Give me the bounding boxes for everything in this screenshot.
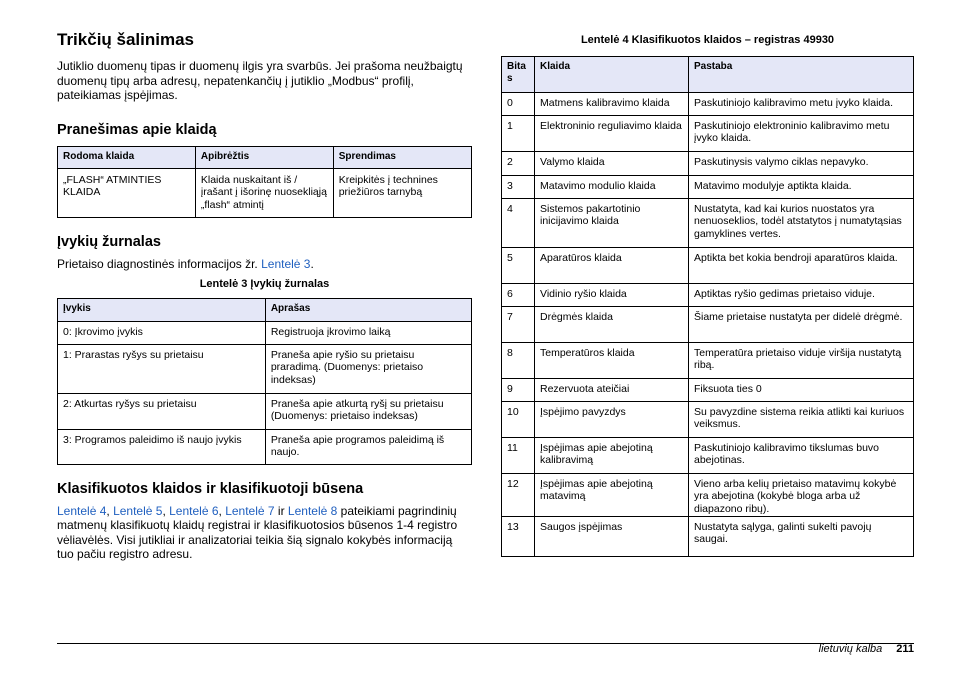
table-cell: Temperatūros klaida: [535, 342, 689, 378]
table-cell: 3: Programos paleidimo iš naujo įvykis: [58, 429, 266, 464]
table-row: [502, 306, 914, 342]
table-row: [502, 342, 914, 378]
table-cell: 2: Atkurtas ryšys su prietaisu: [58, 393, 266, 429]
table-cell: Paskutiniojo elektroninio kalibravimo metu įvyko klaida.: [689, 115, 914, 151]
column-header: Sprendimas: [333, 146, 471, 168]
table-cell: Rezervuota ateičiai: [535, 378, 689, 401]
table-cell: Nustatyta sąlyga, galinti sukelti pavojų saugai.: [689, 516, 914, 556]
column-header: Aprašas: [265, 298, 471, 321]
column-header: Pastaba: [689, 56, 914, 92]
table-cell: 5: [502, 247, 535, 283]
table-row: [502, 437, 914, 473]
table-cell: 8: [502, 342, 535, 378]
table-row: [502, 378, 914, 401]
table-row: [502, 516, 914, 556]
error-table: [57, 146, 472, 218]
table-cell: Vidinio ryšio klaida: [535, 283, 689, 306]
log-heading: Įvykių žurnalas: [57, 233, 161, 250]
table-cell: Nustatyta, kad kai kurios nuostatos yra nenuoseklios, todėl atstatytos į numatytąsias gamyklines vertes.: [689, 198, 914, 247]
table-3-caption: Lentelė 3 Įvykių žurnalas: [199, 278, 330, 290]
table-cell: 9: [502, 378, 535, 401]
table-cell: 13: [502, 516, 535, 556]
table-cell: 0: [502, 92, 535, 115]
table-6-link[interactable]: Lentelė 6: [169, 503, 219, 518]
column-header: Klaida: [535, 56, 689, 92]
table-4-caption: Lentelė 4 Klasifikuotos klaidos – registras 49930: [580, 34, 835, 46]
table-row: [58, 321, 472, 344]
log-table: [57, 298, 472, 465]
table-header-row: [502, 56, 914, 92]
footer-language: lietuvių kalba: [818, 643, 883, 655]
table-cell: Fiksuota ties 0: [689, 378, 914, 401]
table-cell: Registruoja įkrovimo laiką: [265, 321, 471, 344]
table-cell: Valymo klaida: [535, 151, 689, 175]
table-cell: 1: [502, 115, 535, 151]
table-header-row: [58, 146, 472, 168]
table-cell: Aparatūros klaida: [535, 247, 689, 283]
page-title: Trikčių šalinimas: [57, 30, 195, 49]
table-cell: Įspėjimas apie abejotiną matavimą: [535, 473, 689, 516]
classified-errors-table: [501, 56, 914, 557]
table-row: [502, 247, 914, 283]
log-paragraph: Prietaiso diagnostinės informacijos žr. Lentelė 3.: [57, 256, 314, 271]
table-cell: Įspėjimas apie abejotiną kalibravimą: [535, 437, 689, 473]
table-row: [502, 175, 914, 198]
table-row: [502, 151, 914, 175]
table-cell: Drėgmės klaida: [535, 306, 689, 342]
table-cell: Aptiktas ryšio gedimas prietaiso viduje.: [689, 283, 914, 306]
table-cell: „FLASH“ ATMINTIES KLAIDA: [58, 168, 196, 217]
table-cell: Paskutiniojo kalibravimo metu įvyko klaida.: [689, 92, 914, 115]
table-cell: Praneša apie programos paleidimą iš naujo.: [265, 429, 471, 464]
table-row: [58, 168, 472, 217]
table-cell: 7: [502, 306, 535, 342]
table-row: [502, 198, 914, 247]
page-footer: [819, 643, 914, 655]
right-column: [501, 30, 914, 557]
table-5-link[interactable]: Lentelė 5: [113, 503, 163, 518]
table-cell: 2: [502, 151, 535, 175]
classified-heading: Klasifikuotos klaidos ir klasifikuotoji būsena: [57, 480, 364, 497]
column-header: Įvykis: [58, 298, 266, 321]
table-cell: Elektroninio reguliavimo klaida: [535, 115, 689, 151]
table-cell: Kreipkitės į technines priežiūros tarnybą: [333, 168, 471, 217]
table-cell: Matmens kalibravimo klaida: [535, 92, 689, 115]
table-cell: Vieno arba kelių prietaiso matavimų kokybė yra abejotina (kokybė bloga arba už diapazono ribų).: [689, 473, 914, 516]
table-cell: Matavimo modulio klaida: [535, 175, 689, 198]
table-row: [502, 401, 914, 437]
table-header-row: [58, 298, 472, 321]
table-7-link[interactable]: Lentelė 7: [225, 503, 275, 518]
table-row: [502, 115, 914, 151]
table-cell: Paskutiniojo kalibravimo tikslumas buvo abejotinas.: [689, 437, 914, 473]
left-column: [57, 30, 472, 562]
table-row: [58, 429, 472, 464]
table-row: [58, 393, 472, 429]
table-3-link[interactable]: Lentelė 3: [261, 256, 311, 271]
table-cell: 0: Įkrovimo įvykis: [58, 321, 266, 344]
table-cell: Praneša apie atkurtą ryšį su prietaisu (Duomenys: prietaiso indeksas): [265, 393, 471, 429]
table-cell: Paskutinysis valymo ciklas nepavyko.: [689, 151, 914, 175]
error-heading: Pranešimas apie klaidą: [57, 121, 217, 138]
table-cell: Sistemos pakartotinio inicijavimo klaida: [535, 198, 689, 247]
table-cell: Įspėjimo pavyzdys: [535, 401, 689, 437]
table-cell: 10: [502, 401, 535, 437]
column-header: Apibrėžtis: [195, 146, 333, 168]
classified-paragraph: Lentelė 4, Lentelė 5, Lentelė 6, Lentelė 7 ir Lentelė 8 pateikiami pagrindinių matmenų klasifikuotų klaidų registrai ir klasifikuotosios būsenos 1-4 registro vėliavėlės. Visi jutikliai ir analizatoriai teikia šią signalo kokybės informaciją tuo pačiu registro adresu.: [57, 503, 458, 561]
table-row: [502, 473, 914, 516]
column-header: Rodoma klaida: [58, 146, 196, 168]
table-cell: 3: [502, 175, 535, 198]
footer-divider: [57, 643, 914, 644]
table-row: [58, 344, 472, 393]
table-cell: Temperatūra prietaiso viduje viršija nustatytą ribą.: [689, 342, 914, 378]
table-cell: Saugos įspėjimas: [535, 516, 689, 556]
intro-paragraph: Jutiklio duomenų tipas ir duomenų ilgis yra svarbūs. Jei prašoma neužbaigtų duomenų tipų arba adresų, nepatenkančių į jutiklio „Modbus“ profilį, pateikiamas įspėjimas.: [57, 59, 463, 102]
table-cell: Šiame prietaise nustatyta per didelė drėgmė.: [689, 306, 914, 342]
table-cell: 4: [502, 198, 535, 247]
table-cell: Matavimo modulyje aptikta klaida.: [689, 175, 914, 198]
table-row: [502, 283, 914, 306]
table-cell: 12: [502, 473, 535, 516]
table-cell: Su pavyzdine sistema reikia atlikti kai kuriuos veiksmus.: [689, 401, 914, 437]
table-cell: Klaida nuskaitant iš / įrašant į išorinę nuosekliąją „flash“ atmintį: [195, 168, 333, 217]
table-8-link[interactable]: Lentelė 8: [287, 503, 338, 518]
page-number: 211: [896, 643, 914, 655]
table-cell: 11: [502, 437, 535, 473]
table-cell: Praneša apie ryšio su prietaisu praradimą. (Duomenys: prietaiso indeksas): [265, 344, 471, 393]
table-cell: 6: [502, 283, 535, 306]
table-row: [502, 92, 914, 115]
table-cell: Aptikta bet kokia bendroji aparatūros klaida.: [689, 247, 914, 283]
column-header: Bitas: [502, 56, 535, 92]
table-cell: 1: Prarastas ryšys su prietaisu: [58, 344, 266, 393]
table-4-link[interactable]: Lentelė 4: [57, 503, 107, 518]
